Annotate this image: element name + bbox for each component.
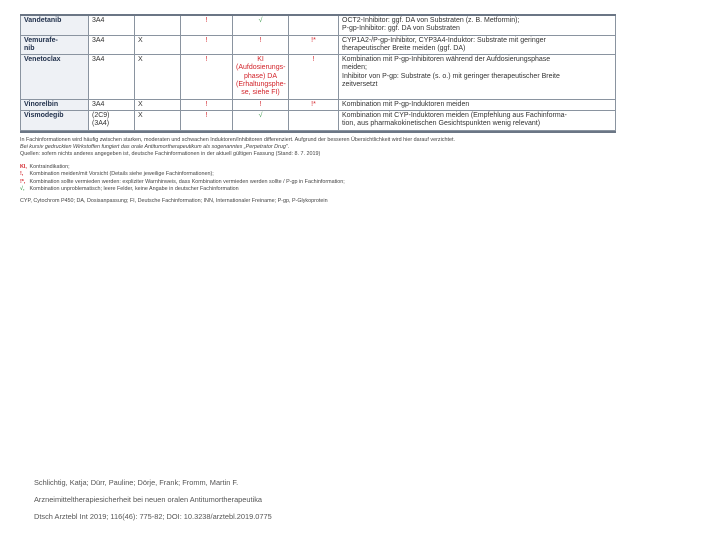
cyp-cell: 3A4 [89,15,135,35]
comment-cell: CYP1A2-/P-gp-Inhibitor, CYP3A4-Induktor: Substrate mit geringer therapeutischer Breite meiden (ggf. DA) [339,35,616,55]
drug-name-cell: Venetoclax [21,55,89,99]
table-row [21,110,616,130]
cyp-cell: 3A4 [89,55,135,99]
comment-cell: OCT2-Inhibitor: ggf. DA von Substraten (z. B. Metformin); P-gp-Inhibitor: ggf. DA von Substraten [339,15,616,35]
pgp-mark-cell [289,15,339,35]
note-differentiation: In Fachinformationen wird häufig zwischen starken, moderaten und schwachen Induktoren/Inhibitoren differenziert. Aufgrund der besseren Übersichtlichkeit wird hier darauf verzichtet. [20,136,455,143]
pgp-mark-cell [289,110,339,130]
document-page [20,14,616,206]
drug-name-cell: Vismodegib [21,110,89,130]
legend-text: Kontraindikation; [29,163,70,170]
interaction-table [20,14,616,131]
cyp-cell: 3A4 [89,35,135,55]
footer-authors: Schlichtig, Katja; Dürr, Pauline; Dörje, Frank; Fromm, Martin F. [34,478,239,487]
table-body [21,15,616,130]
inhibitor-mark-cell: ! [181,35,233,55]
inducer-mark-cell: KI (Aufdosierungs- phase) DA (Erhaltungsphe- se, siehe FI) [233,55,289,99]
inducer-mark-cell: √ [233,15,289,35]
comment-cell: Kombination mit CYP-Induktoren meiden (Empfehlung aus Fachinforma- tion, aus pharmakokinetischen Gesichtspunkten wenig relevant) [339,110,616,130]
drug-name-cell: Vandetanib [21,15,89,35]
table-notes [20,137,616,206]
inducer-mark-cell: ! [233,99,289,110]
pgp-mark-cell: ! [289,55,339,99]
table-row [21,35,616,55]
drug-name-cell: Vemurafe- nib [21,35,89,55]
legend-item [20,164,616,171]
abbreviations: CYP, Cytochrom P450; DA, Dosisanpassung; FI, Deutsche Fachinformation; INN, Internationaler Freiname; P-gp, P-Glykoprotein [20,198,328,205]
table-row [21,55,616,99]
legend-text: Kombination sollte vermieden werden: expliziter Warnhinweis, dass Kombination vermieden werden sollte / P-gp in Fachinformation; [29,178,345,185]
pgp-mark-cell: !* [289,35,339,55]
legend-symbol: !*, [20,178,26,185]
table-row [21,15,616,35]
inhibitor-mark-cell: ! [181,15,233,35]
legend-text: Kombination unproblematisch; leere Felder, keine Angabe in deutscher Fachinformation [29,186,239,192]
legend-item [20,179,616,186]
footer-citation: Dtsch Arztebl Int 2019; 116(46): 775-82; DOI: 10.3238/arztebl.2019.0775 [34,512,272,521]
inhibitor-mark-cell: ! [181,55,233,99]
pgp-mark-cell: !* [289,99,339,110]
comment-cell: Kombination mit P-gp-Inhibitoren während der Aufdosierungsphase meiden; Inhibitor von P-gp: Substrate (s. o.) mit geringer therapeutischer Breite zeitversetzt [339,55,616,99]
inducer-mark-cell: √ [233,110,289,130]
substrate-mark-cell: X [135,99,181,110]
citation-footer [34,474,272,525]
substrate-mark-cell: X [135,35,181,55]
drug-name-cell: Vinorelbin [21,99,89,110]
substrate-mark-cell [135,15,181,35]
note-perpetrator: Bei kursiv gedruckten Wirkstoffen fungiert das orale Antitumortherapeutikum als sogenanntes „Perpetrator Drug". [20,143,290,150]
legend-symbol: !, [20,171,24,178]
legend [20,164,616,194]
inhibitor-mark-cell: ! [181,99,233,110]
inducer-mark-cell: ! [233,35,289,55]
cyp-cell: 3A4 [89,99,135,110]
legend-item [20,186,616,193]
footer-title: Arzneimitteltherapiesicherheit bei neuen oralen Antitumortherapeutika [34,495,263,504]
table-row [21,99,616,110]
legend-item [20,171,616,178]
inhibitor-mark-cell: ! [181,110,233,130]
legend-symbol: KI, [20,163,27,170]
substrate-mark-cell: X [135,55,181,99]
legend-text: Kombination meiden/mit Vorsicht (Details siehe jeweilige Fachinformationen); [29,171,214,178]
comment-cell: Kombination mit P-gp-Induktoren meiden [339,99,616,110]
substrate-mark-cell: X [135,110,181,130]
table-bottom-rule [20,131,616,133]
note-sources: Quellen: sofern nichts anderes angegeben ist, deutsche Fachinformationen in der aktuell gültigen Fassung (Stand: 8. 7. 2019) [20,151,321,158]
cyp-cell: (2C9) (3A4) [89,110,135,130]
legend-symbol: √, [20,186,25,192]
